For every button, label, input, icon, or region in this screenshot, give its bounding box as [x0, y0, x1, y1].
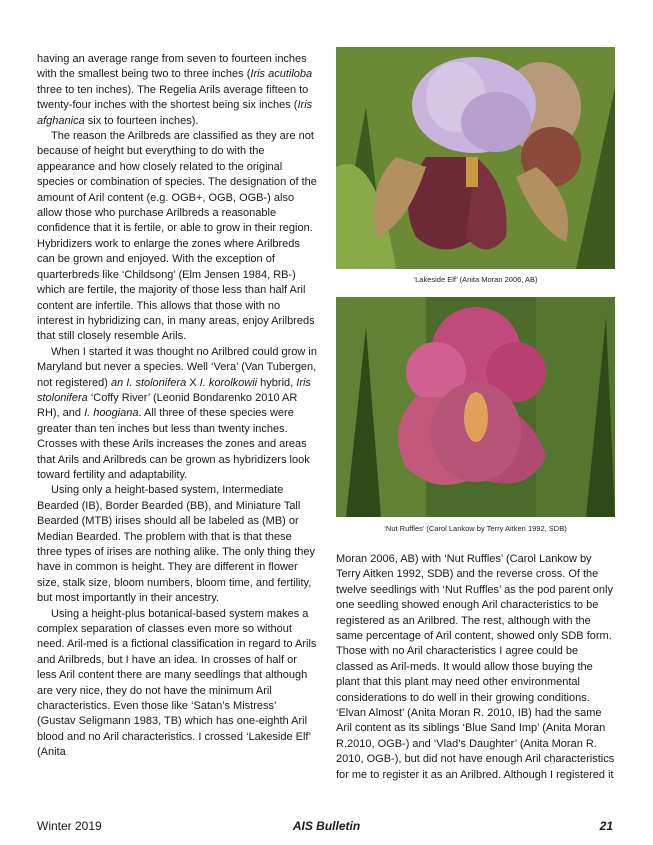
- photo-caption: ‘Lakeside Elf’ (Anita Moran 2006, AB): [413, 275, 538, 284]
- paragraph-crosses: Moran 2006, AB) with ‘Nut Ruffles’ (Carol Lankow by Terry Aitken 1992, SDB) and the reverse cross. Of the twelve seedlings with ‘Nut Ruffles’ as the pod parent only one seedling showed enough Aril characteristics to be registered as an Arilbred. The rest, although with the same percentage of Aril content, showed only SDB form. Those with no Aril characteristics I agree could be classed as Aril-meds. It would allow those buying the plant that this plant may need other environmental considerations to do well in their growing conditions. ‘Elvan Almost’ (Anita Moran R. 2010, IB) had the same Aril content as its siblings ‘Blue Sand Imp’ (Anita Moran R.2010, OGB-) and ‘Vlad’s Daughter’ (Anita Moran R. 2010, OGB-), but did not have enough Aril characteristics for me to register it as an Arilbred. Although I registered it: [336, 553, 615, 781]
- photo-caption: ‘Nut Ruffles’ (Carol Lankow by Terry Aitken 1992, SDB): [384, 524, 567, 533]
- paragraph-maryland: When I started it was thought no Arilbred could grow in Maryland but never a species. Well ‘Vera’ (Van Tubergen, not registered) an I. stolonifera X I. korolkowii hybrid, Iris stolonifera ‘Coffy River’ (Leonid Bondarenko 2010 AR RH), and I. hoogiana. All three of these species were greater than ten inches but less than twenty inches. Crosses with these Arils increases the zones and areas that Arils and Arilbreds can be grown as hybridizers look toward fertility and adaptability.: [37, 345, 317, 481]
- iris-pink-image: [336, 297, 615, 517]
- photo-nut-ruffles: [336, 297, 615, 517]
- paragraph-height-ranges: having an average range from seven to fourteen inches with the smallest being two to three inches (Iris acutiloba three to ten inches). The Regelia Arils average fifteen to twenty-four inches with the shortest being six inches (Iris afghanica six to fourteen inches).: [37, 53, 313, 127]
- paragraph-classification: The reason the Arilbreds are classified as they are not because of height but everything to do with the appearance and how closely related to the original species or combination of species. The designation of the amount of Aril content (e.g. OGB+, OGB, OGB-) also allow those who purchase Arilbreds a reasonable confidence that it is fertile, or able to grow in their region. Hybridizers work to enlarge the zones where Arilbreds can be grown and enjoyed. With the exception of quarterbreds like ‘Childsong’ (Elm Jensen 1984, RB-) which are fertile, the majority of those less than half Aril content are infertile. This allows that those with no interest in hybridizing can, in many areas, enjoy Arilbreds that still closely resemble Arils.: [37, 130, 317, 343]
- paragraph-height-system: Using only a height-based system, Intermediate Bearded (IB), Border Bearded (BB), and Miniature Tall Bearded (MTB) irises should all be labeled as (MB) or Median Bearded. The problem with that is that these three types of irises are nothing alike. The only thing they have in common is height. They are different in flower size, stalk size, bloom numbers, bloom time, and fertility, but most importantly in their ancestry.: [37, 484, 316, 605]
- page-number: 21: [599, 819, 613, 833]
- left-text-column: [37, 52, 317, 761]
- right-text-column: [336, 552, 618, 783]
- footer-publication: AIS Bulletin: [292, 819, 361, 833]
- footer-season: Winter 2019: [37, 819, 102, 833]
- species-name: Iris afghanica: [37, 99, 313, 127]
- species-name: Iris acutiloba: [250, 68, 313, 81]
- paragraph-botanical-system: Using a height-plus botanical-based system makes a complex separation of classes even more so without need. Aril-med is a fictional classification in regard to Arils and Arilbreds, but I have an idea. In crosses of half or less Aril content there are many seedlings that although are very nice, they do not have the minimum Aril characteristics. Even those like ‘Satan’s Mistress’ (Gustav Seligmann 1983, TB) which has one-eighth Aril blood and no Aril characteristics. I crossed ‘Lakeside Elf’ (Anita: [37, 607, 317, 759]
- iris-lavender-image: [336, 47, 615, 269]
- photo-lakeside-elf: [336, 47, 615, 269]
